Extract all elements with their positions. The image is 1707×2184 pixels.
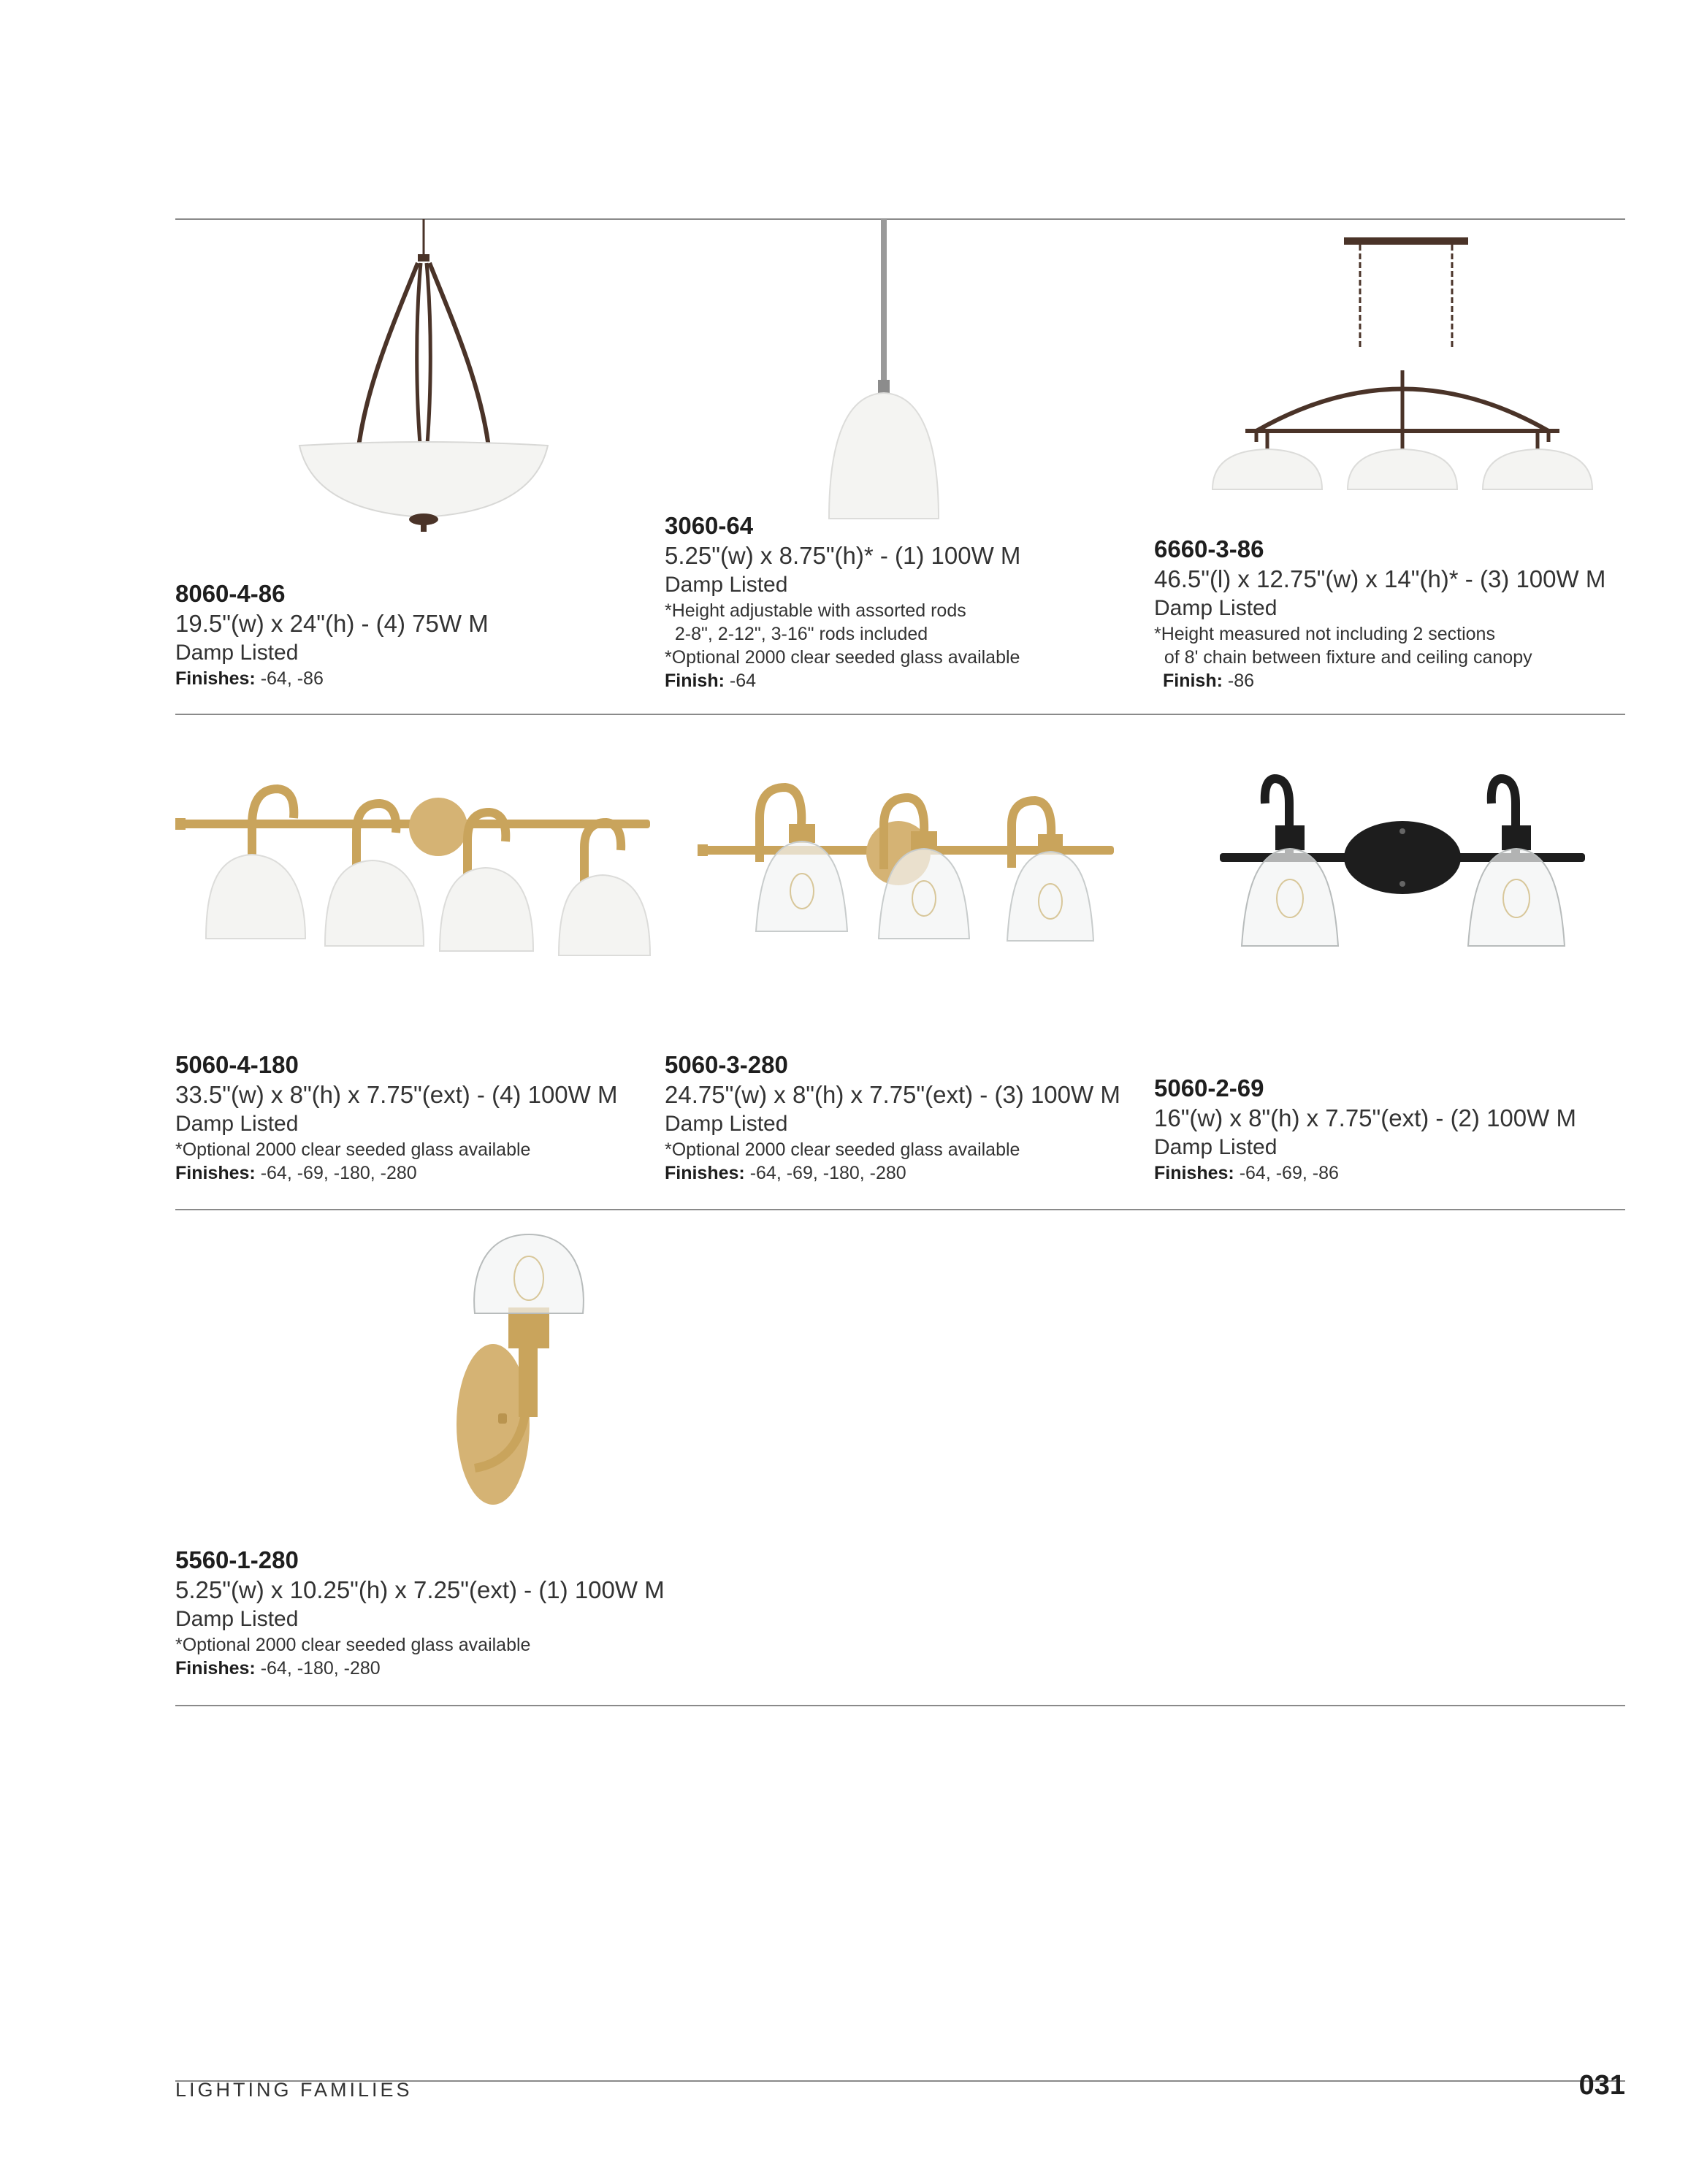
- wall-sconce-fixture-image: [446, 1227, 606, 1519]
- pendant-bowl-fixture-image: [292, 219, 555, 541]
- finish-label: Finishes:: [175, 1658, 256, 1679]
- product-note: *Height measured not including 2 sections: [1154, 624, 1495, 644]
- finish-values: -64: [724, 671, 757, 691]
- product-note: of 8' chain between fixture and ceiling canopy: [1154, 647, 1532, 668]
- page-number: 031: [1578, 2070, 1625, 2101]
- product-note: *Optional 2000 clear seeded glass available: [175, 1139, 531, 1160]
- finish-options: [665, 1161, 1120, 1185]
- product-dimensions: 5.25"(w) x 10.25"(h) x 7.25"(ext) - (1) 100W M: [175, 1576, 665, 1603]
- product-card: [175, 716, 665, 1198]
- product-note: 2-8", 2-12", 3-16" rods included: [665, 624, 928, 644]
- finish-options: [175, 1657, 665, 1680]
- divider: [175, 1705, 1625, 1706]
- product-card: [175, 219, 650, 701]
- damp-rating: Damp Listed: [665, 573, 788, 597]
- finish-values: -64, -69, -180, -280: [255, 1163, 417, 1183]
- finish-label: Finishes:: [175, 668, 256, 689]
- product-sku: 5560-1-280: [175, 1546, 299, 1573]
- damp-rating: Damp Listed: [175, 1112, 299, 1136]
- product-dimensions: 5.25"(w) x 8.75"(h)* - (1) 100W M: [665, 542, 1021, 569]
- finish-label: Finishes:: [665, 1163, 745, 1183]
- product-note: *Height adjustable with assorted rods: [665, 600, 966, 621]
- product-card: [665, 219, 1139, 701]
- product-sku: 5060-2-69: [1154, 1074, 1264, 1101]
- product-dimensions: 24.75"(w) x 8"(h) x 7.75"(ext) - (3) 100W M: [665, 1081, 1120, 1108]
- product-sku: 5060-4-180: [175, 1051, 299, 1078]
- finish-options: [1154, 1161, 1576, 1185]
- four-light-vanity-fixture-image: [175, 774, 665, 964]
- finish-label: Finishes:: [1154, 1163, 1234, 1183]
- product-card: [1154, 219, 1636, 701]
- damp-rating: Damp Listed: [175, 1607, 299, 1631]
- product-note: *Optional 2000 clear seeded glass available: [665, 647, 1020, 668]
- three-light-vanity-fixture-image: [698, 782, 1129, 964]
- product-sku: 6660-3-86: [1154, 535, 1264, 562]
- finish-values: -64, -69, -86: [1234, 1163, 1339, 1183]
- finish-label: Finishes:: [175, 1163, 256, 1183]
- finish-options: [1154, 669, 1605, 692]
- damp-rating: Damp Listed: [1154, 596, 1278, 620]
- finish-values: -64, -69, -180, -280: [744, 1163, 906, 1183]
- product-sku: 5060-3-280: [665, 1051, 788, 1078]
- finish-options: [175, 1161, 617, 1185]
- product-card: [665, 716, 1154, 1198]
- finish-values: -64, -180, -280: [255, 1658, 381, 1679]
- product-dimensions: 16"(w) x 8"(h) x 7.75"(ext) - (2) 100W M: [1154, 1104, 1576, 1131]
- finish-values: -86: [1222, 671, 1255, 691]
- finish-values: -64, -86: [255, 668, 324, 689]
- finish-options: [665, 669, 1020, 692]
- divider: [175, 1209, 1625, 1210]
- damp-rating: Damp Listed: [665, 1112, 788, 1136]
- product-dimensions: 33.5"(w) x 8"(h) x 7.75"(ext) - (4) 100W M: [175, 1081, 618, 1108]
- product-sku: 8060-4-86: [175, 580, 286, 607]
- product-card: [175, 1213, 665, 1695]
- product-note: *Optional 2000 clear seeded glass available: [175, 1635, 531, 1655]
- finish-options: [175, 667, 489, 690]
- product-sku: 3060-64: [665, 512, 754, 539]
- damp-rating: Damp Listed: [175, 641, 299, 665]
- island-light-fixture-image: [1205, 237, 1600, 500]
- footer-section-title: LIGHTING FAMILIES: [175, 2079, 413, 2101]
- mini-pendant-fixture-image: [811, 219, 957, 526]
- divider: [175, 714, 1625, 715]
- product-dimensions: 46.5"(l) x 12.75"(w) x 14"(h)* - (3) 100W M: [1154, 565, 1606, 592]
- product-note: *Optional 2000 clear seeded glass available: [665, 1139, 1020, 1160]
- finish-label: Finish:: [665, 671, 725, 691]
- product-dimensions: 19.5"(w) x 24"(h) - (4) 75W M: [175, 610, 489, 637]
- two-light-vanity-fixture-image: [1220, 774, 1585, 971]
- product-card: [1154, 716, 1636, 1198]
- finish-label: Finish:: [1163, 671, 1223, 691]
- damp-rating: Damp Listed: [1154, 1135, 1278, 1159]
